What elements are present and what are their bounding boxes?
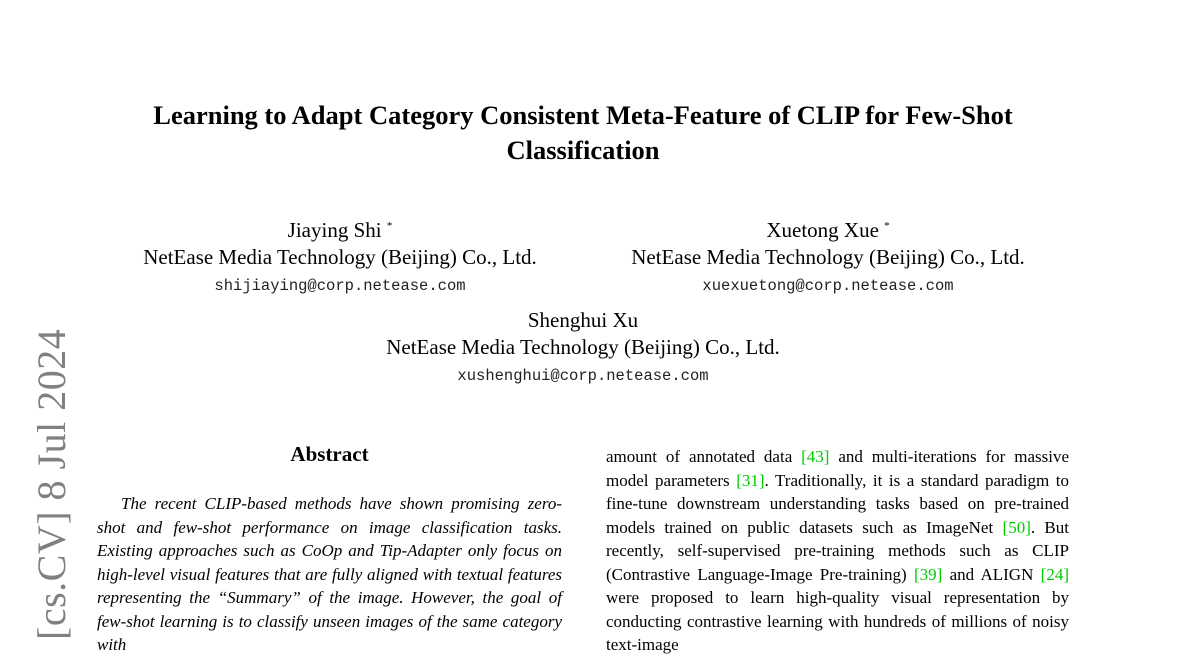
author-block-3: [353, 307, 813, 391]
author-block-1: [110, 213, 570, 301]
author-name: Shenghui Xu: [527, 308, 639, 332]
abstract-text: The recent CLIP-based methods have shown promising zero-shot and few-shot performance on image classification tasks. Existing approaches such as CoOp and Tip-Adapter only focus on high-level visual features that are fully aligned with textual features representing the “Summary” of the image. However, the goal of few-shot learning is to classify unseen images of the same category with: [97, 494, 562, 654]
author-block-2: [598, 213, 1058, 301]
citation-link[interactable]: [50]: [1002, 517, 1031, 537]
author-email: shijiaying@corp.netease.com: [214, 277, 466, 295]
author-mark: *: [884, 220, 890, 232]
author-affiliation: NetEase Media Technology (Beijing) Co., Ltd.: [631, 245, 1025, 269]
citation-link[interactable]: [24]: [1040, 564, 1069, 584]
abstract-heading: Abstract: [290, 442, 369, 466]
author-name: Xuetong Xue: [766, 218, 879, 242]
intro-text: amount of annotated data [43] and multi-iterations for massive model parameters [31]. Traditionally, it is a standard paradigm to fine-tune downstream understanding tasks based on pre-trained models trained on public datasets such as ImageNet [50]. But recently, self-supervised pre-training methods such as CLIP (Contrastive Language-Image Pre-training) [39] and ALIGN [24] were proposed to learn high-quality visual representation by conducting contrastive learning with hundreds of millions of noisy text-image: [606, 447, 1070, 654]
author-email: xushenghui@corp.netease.com: [457, 367, 709, 385]
citation-link[interactable]: [43]: [801, 447, 830, 466]
author-affiliation: NetEase Media Technology (Beijing) Co., Ltd.: [143, 245, 537, 269]
citation-link[interactable]: [31]: [736, 470, 765, 490]
citation-link[interactable]: [39]: [913, 564, 943, 584]
author-name: Jiaying Shi: [287, 218, 382, 242]
author-email: xuexuetong@corp.netease.com: [702, 277, 954, 295]
arxiv-side-stamp: [cs.CV] 8 Jul 2024: [29, 328, 74, 640]
author-affiliation: NetEase Media Technology (Beijing) Co., Ltd.: [386, 335, 780, 359]
paper-title: Learning to Adapt Category Consistent Meta-Feature of CLIP for Few-Shot Classification: [153, 100, 1013, 165]
author-mark: *: [386, 220, 393, 232]
